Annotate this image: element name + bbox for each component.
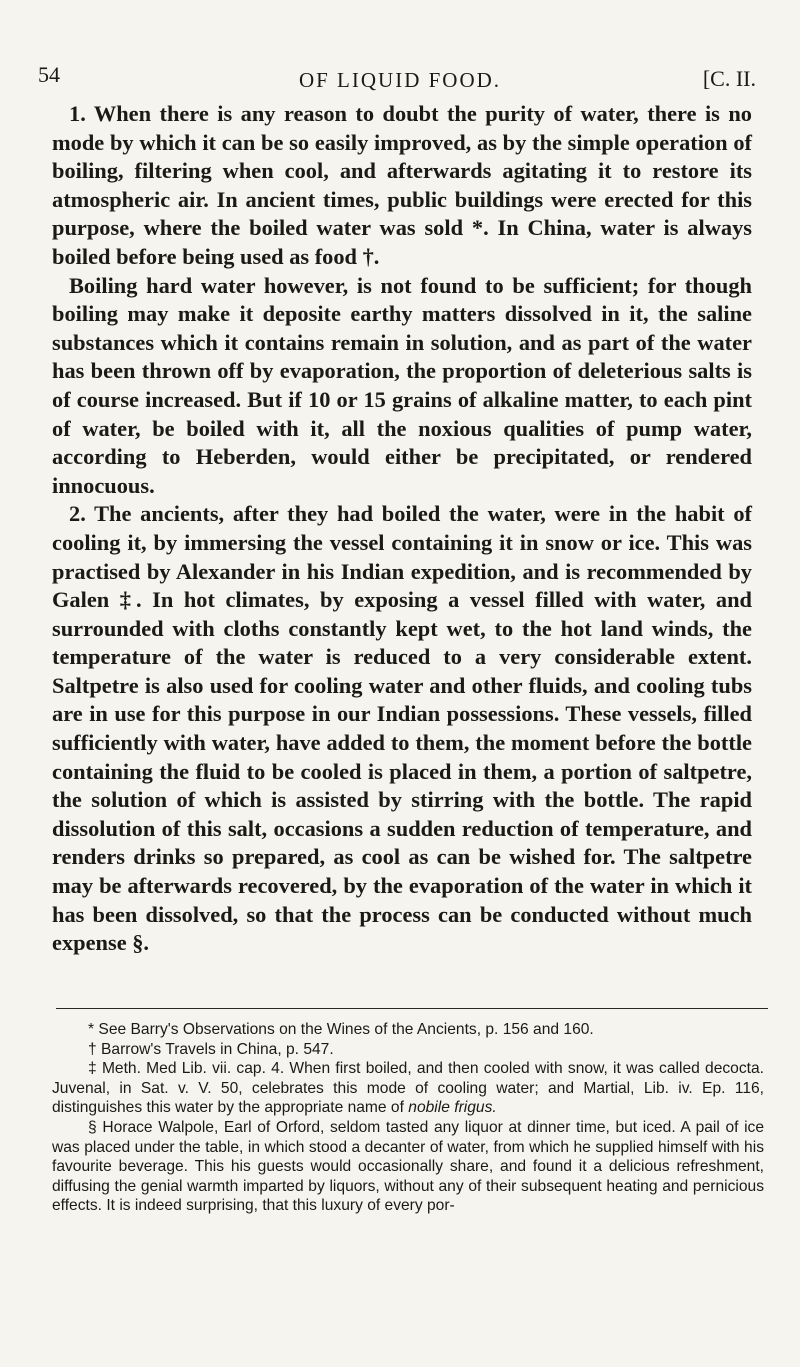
- footnote-3: [52, 1059, 764, 1118]
- footnote-4-mark: §: [88, 1118, 97, 1136]
- paragraph-1: 1. When there is any reason to doubt the purity of water, there is no mode by which it can be so easily improved, as by the simple operation of boiling, filtering when cool, and afterwards agitating it to restore its atmospheric air. In ancient times, public buildings were erected for this purpose, where the boiled water was sold *. In China, water is always boiled before being used as food †.: [52, 101, 752, 269]
- running-title: OF LIQUID FOOD.: [298, 68, 502, 92]
- chapter-reference: [C. II.: [702, 66, 756, 91]
- footnote-3-italic: nobile frigus.: [408, 1099, 497, 1117]
- footnote-1: [52, 1020, 764, 1040]
- footnote-4: [52, 1118, 764, 1216]
- footnote-1-text: See Barry's Observations on the Wines of the Ancients, p. 156 and 160.: [98, 1021, 594, 1038]
- footnote-2-text: Barrow's Travels in China, p. 547.: [101, 1040, 334, 1058]
- footnote-4-text: Horace Walpole, Earl of Orford, seldom tasted any liquor at dinner time, but iced. A pail of ice was placed under the table, in which stood a decanter of water, from which he supplied himself with his favourite beverage. This his guests would occasionally share, and found it a delicious refreshment, diffusing the genial warmth imparted by liquors, without any of their subsequent heating and pernicious effects. It is indeed surprising, that this luxury of every por-: [52, 1118, 765, 1215]
- footnote-3-mark: ‡: [88, 1060, 97, 1078]
- footnote-divider: [56, 1008, 768, 1009]
- footnote-1-mark: *: [88, 1021, 95, 1038]
- paragraph-3: 2. The ancients, after they had boiled the water, were in the habit of cooling it, by immersing the vessel containing it in snow or ice. This was practised by Alexander in his Indian expedition, and is recommended by Galen ‡. In hot climates, by exposing a vessel filled with water, and surrounded with cloths constantly kept wet, to the hot land winds, the temperature of the water is reduced to a very considerable extent. Saltpetre is also used for cooling water and other fluids, and cooling tubs are in use for this purpose in our Indian possessions. These vessels, filled sufficiently with water, have added to them, the moment before the bottle containing the fluid to be cooled is placed in them, a portion of saltpetre, the solution of which is assisted by stirring with the bottle. The rapid dissolution of this salt, occasions a sudden reduction of temperature, and renders drinks so prepared, as cool as can be wished for. The saltpetre may be afterwards recovered, by the evaporation of the water in which it has been dissolved, so that the process can be conducted without much expense §.: [52, 501, 752, 956]
- main-text: [52, 100, 752, 958]
- paragraph-2: Boiling hard water however, is not found to be sufficient; for though boiling may make it deposite earthy matters dissolved in it, the saline substances which it contains remain in solution, and as part of the water has been thrown off by evaporation, the proportion of deleterious salts is of course increased. But if 10 or 15 grains of alkaline matter, to each pint of water, be boiled with it, all the noxious qualities of pump water, according to Heberden, would either be precipitated, or rendered innocuous.: [52, 272, 752, 498]
- page-header: [38, 62, 762, 102]
- page-number: 54: [38, 62, 60, 87]
- footnotes: [52, 1020, 764, 1216]
- footnote-3-text: Meth. Med Lib. vii. cap. 4. When first boiled, and then cooled with snow, it was called decocta. Juvenal, in Sat. v. V. 50, celebrates this mode of cooling water; and Martial, Lib. iv. Ep. 116, distinguishes this water by the appropriate name of: [52, 1060, 764, 1117]
- footnote-2-mark: †: [88, 1040, 97, 1058]
- footnote-2: [52, 1040, 764, 1060]
